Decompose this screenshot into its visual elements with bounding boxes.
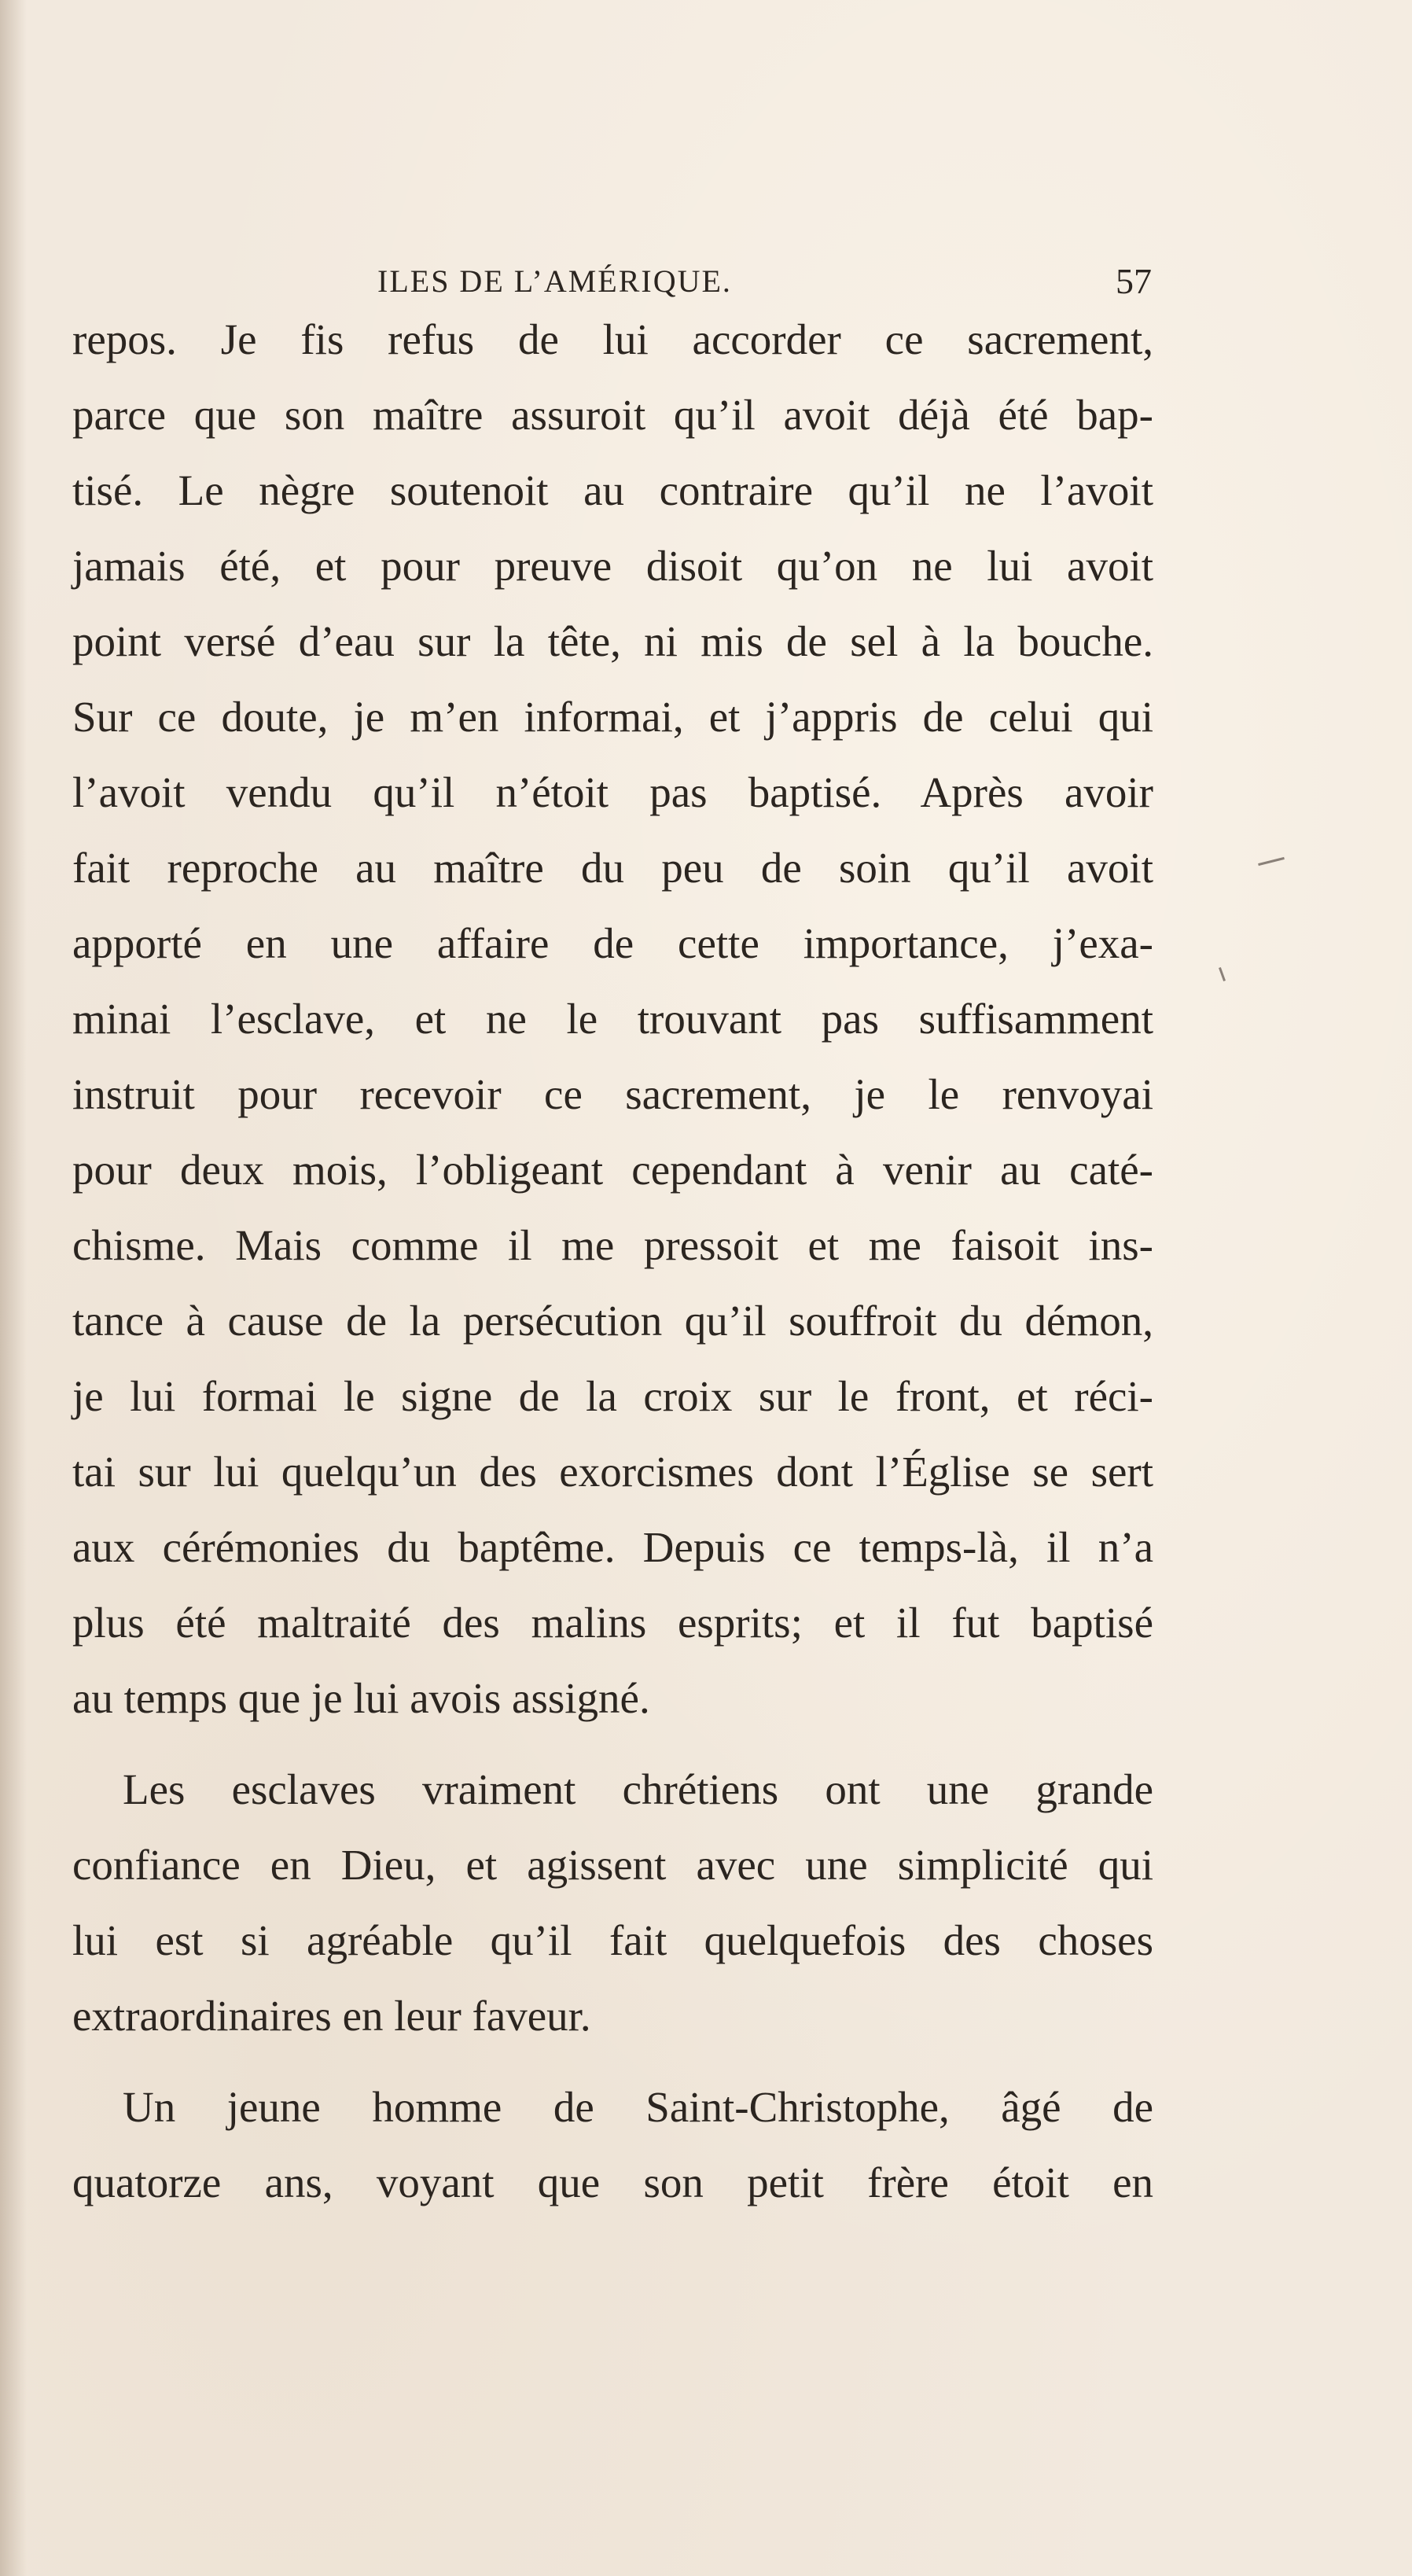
text-line: point versé d’eau sur la tête, ni mis de sel à la bouche. <box>72 617 1153 665</box>
text-line: chisme. Mais comme il me pressoit et me faisoit ins- <box>72 1221 1153 1269</box>
text-line: plus été maltraité des malins esprits; et il fut baptisé <box>72 1599 1153 1647</box>
text-line: quatorze ans, voyant que son petit frère étoit en <box>72 2158 1153 2206</box>
text-line: instruit pour recevoir ce sacrement, je le renvoyai <box>72 1070 1153 1118</box>
text-line: pour deux mois, l’obligeant cependant à venir au caté- <box>72 1146 1153 1194</box>
text-line: confiance en Dieu, et agissent avec une simplicité qui <box>72 1841 1153 1889</box>
text-line: au temps que je lui avois assigné. <box>72 1674 650 1722</box>
text-line: parce que son maître assuroit qu’il avoit déjà été bap- <box>72 391 1153 439</box>
text-line: lui est si agréable qu’il fait quelquefois des choses <box>72 1916 1153 1964</box>
text-line: repos. Je fis refus de lui accorder ce sacrement, <box>72 315 1153 363</box>
text-line: fait reproche au maître du peu de soin qu’il avoit <box>72 844 1153 892</box>
text-line: minai l’esclave, et ne le trouvant pas suffisamment <box>72 995 1153 1043</box>
text-line: tisé. Le nègre soutenoit au contraire qu’il ne l’avoit <box>72 466 1153 514</box>
text-line: aux cérémonies du baptême. Depuis ce temps-là, il n’a <box>72 1523 1153 1571</box>
margin-mark <box>1258 857 1285 866</box>
paragraph-gap <box>72 2054 1153 2070</box>
text-line: jamais été, et pour preuve disoit qu’on ne lui avoit <box>72 542 1153 590</box>
text-line: Sur ce doute, je m’en informai, et j’appris de celui qui <box>72 693 1153 741</box>
paragraph <box>72 302 1153 1736</box>
text-line: tance à cause de la persécution qu’il souffroit du démon, <box>72 1297 1153 1345</box>
body-text <box>72 302 1153 2221</box>
text-line: Un jeune homme de Saint-Christophe, âgé de <box>123 2083 1153 2131</box>
page-edge-shadow <box>0 0 27 2576</box>
text-line: apporté en une affaire de cette importance, j’exa- <box>72 919 1153 967</box>
paragraph <box>72 2070 1153 2221</box>
text-line: je lui formai le signe de la croix sur le front, et réci- <box>72 1372 1153 1420</box>
text-line: l’avoit vendu qu’il n’étoit pas baptisé. Après avoir <box>72 768 1153 816</box>
page-number: 57 <box>1116 261 1152 301</box>
text-line: tai sur lui quelqu’un des exorcismes dont l’Église se sert <box>72 1448 1153 1496</box>
text-line: extraordinaires en leur faveur. <box>72 1992 591 2040</box>
paragraph-gap <box>72 1736 1153 1752</box>
paragraph <box>72 1752 1153 2054</box>
text-line: Les esclaves vraiment chrétiens ont une grande <box>123 1765 1153 1813</box>
margin-mark <box>1219 967 1226 981</box>
running-header: ILES DE L’AMÉRIQUE. <box>377 263 732 299</box>
